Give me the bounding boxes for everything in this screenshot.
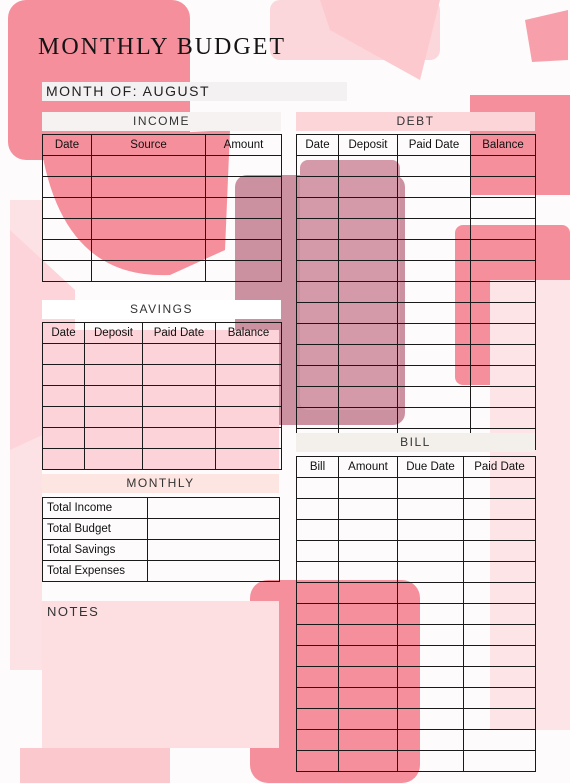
table-cell[interactable]	[398, 282, 471, 303]
table-cell[interactable]	[43, 156, 92, 177]
table-cell[interactable]	[339, 541, 398, 562]
table-row	[297, 387, 536, 408]
table-cell[interactable]	[297, 219, 339, 240]
table-cell[interactable]	[297, 646, 339, 667]
income-table	[42, 134, 282, 282]
table-cell[interactable]	[297, 520, 339, 541]
table-cell[interactable]	[43, 219, 92, 240]
table-cell[interactable]	[143, 365, 216, 386]
table-cell[interactable]	[398, 261, 471, 282]
table-row	[297, 562, 536, 583]
table-cell[interactable]	[297, 324, 339, 345]
table-cell[interactable]	[398, 387, 471, 408]
table-cell[interactable]	[398, 219, 471, 240]
table-cell[interactable]	[464, 520, 536, 541]
monthly-header: MONTHLY	[42, 474, 279, 493]
table-row	[297, 282, 536, 303]
table-row	[43, 498, 280, 519]
table-cell[interactable]	[297, 408, 339, 429]
table-cell[interactable]	[339, 499, 398, 520]
column-header: Date	[43, 135, 92, 156]
table-cell[interactable]	[206, 219, 282, 240]
table-cell[interactable]	[464, 604, 536, 625]
table-cell[interactable]	[92, 261, 206, 282]
table-cell[interactable]	[471, 177, 536, 198]
table-cell[interactable]	[339, 667, 398, 688]
table-cell[interactable]	[339, 478, 398, 499]
table-cell[interactable]	[43, 344, 85, 365]
table-cell[interactable]	[471, 324, 536, 345]
table-cell[interactable]	[339, 240, 398, 261]
table-cell[interactable]	[339, 282, 398, 303]
table-cell[interactable]	[85, 386, 143, 407]
table-cell[interactable]	[85, 428, 143, 449]
table-row	[297, 604, 536, 625]
table-row	[297, 688, 536, 709]
table-cell[interactable]	[297, 730, 339, 751]
table-cell[interactable]	[339, 730, 398, 751]
table-cell[interactable]	[398, 366, 471, 387]
table-row	[297, 303, 536, 324]
bg-shape	[20, 748, 170, 783]
table-cell[interactable]	[92, 198, 206, 219]
table-cell[interactable]	[43, 365, 85, 386]
column-header: Amount	[206, 135, 282, 156]
table-cell[interactable]	[297, 604, 339, 625]
table-cell[interactable]	[297, 366, 339, 387]
table-cell[interactable]	[471, 261, 536, 282]
column-header: Paid Date	[398, 135, 471, 156]
debt-header: DEBT	[296, 112, 535, 131]
table-row	[43, 344, 282, 365]
table-header-row	[43, 135, 282, 156]
summary-value[interactable]	[148, 540, 280, 561]
table-row	[43, 177, 282, 198]
savings-header: SAVINGS	[42, 300, 281, 319]
table-cell[interactable]	[398, 730, 464, 751]
table-cell[interactable]	[297, 261, 339, 282]
table-cell[interactable]	[297, 156, 339, 177]
column-header: Paid Date	[464, 457, 536, 478]
table-cell[interactable]	[339, 156, 398, 177]
table-cell[interactable]	[297, 583, 339, 604]
column-header: Due Date	[398, 457, 464, 478]
table-row	[43, 156, 282, 177]
table-header-row	[297, 457, 536, 478]
table-cell[interactable]	[92, 156, 206, 177]
income-header: INCOME	[42, 112, 281, 131]
table-cell[interactable]	[339, 646, 398, 667]
monthly-summary-table	[42, 497, 280, 582]
debt-table	[296, 134, 536, 450]
table-row	[297, 541, 536, 562]
table-cell[interactable]	[206, 240, 282, 261]
table-row	[297, 240, 536, 261]
column-header: Deposit	[85, 323, 143, 344]
table-row	[43, 198, 282, 219]
table-cell[interactable]	[216, 365, 282, 386]
table-row	[297, 198, 536, 219]
table-cell[interactable]	[398, 240, 471, 261]
savings-table	[42, 322, 282, 470]
column-header: Source	[92, 135, 206, 156]
table-cell[interactable]	[339, 198, 398, 219]
table-cell[interactable]	[471, 408, 536, 429]
table-cell[interactable]	[339, 303, 398, 324]
table-cell[interactable]	[297, 198, 339, 219]
table-cell[interactable]	[464, 751, 536, 772]
summary-value[interactable]	[148, 519, 280, 540]
table-cell[interactable]	[398, 408, 471, 429]
table-cell[interactable]	[339, 583, 398, 604]
table-cell[interactable]	[339, 562, 398, 583]
table-cell[interactable]	[297, 345, 339, 366]
table-cell[interactable]	[464, 499, 536, 520]
table-cell[interactable]	[297, 240, 339, 261]
table-cell[interactable]	[43, 386, 85, 407]
table-cell[interactable]	[297, 541, 339, 562]
table-cell[interactable]	[464, 709, 536, 730]
table-cell[interactable]	[339, 709, 398, 730]
table-row	[297, 219, 536, 240]
table-row	[43, 386, 282, 407]
table-cell[interactable]	[339, 366, 398, 387]
table-cell[interactable]	[143, 407, 216, 428]
table-cell[interactable]	[464, 646, 536, 667]
table-cell[interactable]	[43, 428, 85, 449]
table-cell[interactable]	[85, 365, 143, 386]
table-cell[interactable]	[297, 177, 339, 198]
table-cell[interactable]	[398, 709, 464, 730]
table-cell[interactable]	[339, 345, 398, 366]
table-cell[interactable]	[43, 240, 92, 261]
column-header: Balance	[216, 323, 282, 344]
table-cell[interactable]	[339, 520, 398, 541]
bill-table	[296, 456, 536, 772]
table-row	[297, 156, 536, 177]
table-cell[interactable]	[297, 303, 339, 324]
table-row	[297, 751, 536, 772]
table-cell[interactable]	[297, 625, 339, 646]
table-row	[297, 345, 536, 366]
table-cell[interactable]	[297, 499, 339, 520]
table-cell[interactable]	[297, 667, 339, 688]
page-title: MONTHLY BUDGET	[38, 34, 287, 60]
table-cell[interactable]	[339, 177, 398, 198]
table-cell[interactable]	[471, 303, 536, 324]
notes-box[interactable]	[42, 601, 279, 748]
table-cell[interactable]	[398, 583, 464, 604]
table-cell[interactable]	[297, 282, 339, 303]
table-cell[interactable]	[216, 344, 282, 365]
column-header: Paid Date	[143, 323, 216, 344]
table-cell[interactable]	[464, 625, 536, 646]
summary-value[interactable]	[148, 498, 280, 519]
table-cell[interactable]	[398, 324, 471, 345]
table-row	[297, 709, 536, 730]
table-cell[interactable]	[339, 387, 398, 408]
table-cell[interactable]	[398, 667, 464, 688]
table-cell[interactable]	[464, 562, 536, 583]
table-cell[interactable]	[464, 541, 536, 562]
table-cell[interactable]	[471, 198, 536, 219]
table-cell[interactable]	[143, 428, 216, 449]
table-cell[interactable]	[85, 449, 143, 470]
table-cell[interactable]	[398, 345, 471, 366]
table-cell[interactable]	[297, 688, 339, 709]
table-cell[interactable]	[143, 386, 216, 407]
table-row	[43, 407, 282, 428]
table-cell[interactable]	[471, 240, 536, 261]
table-cell[interactable]	[206, 156, 282, 177]
table-cell[interactable]	[398, 520, 464, 541]
table-cell[interactable]	[339, 688, 398, 709]
table-cell[interactable]	[143, 449, 216, 470]
table-row	[297, 520, 536, 541]
table-cell[interactable]	[398, 303, 471, 324]
column-header: Balance	[471, 135, 536, 156]
table-cell[interactable]	[471, 387, 536, 408]
table-cell[interactable]	[43, 407, 85, 428]
table-cell[interactable]	[339, 604, 398, 625]
table-cell[interactable]	[464, 688, 536, 709]
summary-label: Total Income	[43, 498, 148, 519]
table-row	[297, 366, 536, 387]
table-cell[interactable]	[398, 156, 471, 177]
table-cell[interactable]	[85, 407, 143, 428]
month-label: MONTH OF: AUGUST	[46, 83, 210, 99]
notes-header: NOTES	[47, 604, 100, 619]
summary-label: Total Savings	[43, 540, 148, 561]
table-cell[interactable]	[339, 625, 398, 646]
table-row	[43, 428, 282, 449]
table-row	[297, 730, 536, 751]
table-row	[297, 583, 536, 604]
table-cell[interactable]	[206, 261, 282, 282]
table-header-row	[43, 323, 282, 344]
table-row	[297, 408, 536, 429]
table-cell[interactable]	[398, 562, 464, 583]
table-cell[interactable]	[464, 730, 536, 751]
table-cell[interactable]	[398, 541, 464, 562]
table-row	[297, 261, 536, 282]
table-cell[interactable]	[297, 751, 339, 772]
column-header: Deposit	[339, 135, 398, 156]
column-header: Bill	[297, 457, 339, 478]
month-bar	[42, 82, 347, 101]
column-header: Date	[43, 323, 85, 344]
table-cell[interactable]	[297, 562, 339, 583]
table-row	[43, 261, 282, 282]
table-cell[interactable]	[216, 386, 282, 407]
table-cell[interactable]	[297, 387, 339, 408]
table-cell[interactable]	[471, 282, 536, 303]
summary-label: Total Expenses	[43, 561, 148, 582]
summary-value[interactable]	[148, 561, 280, 582]
table-header-row	[297, 135, 536, 156]
bg-shape	[525, 10, 568, 62]
table-cell[interactable]	[43, 177, 92, 198]
table-cell[interactable]	[471, 156, 536, 177]
table-cell[interactable]	[143, 344, 216, 365]
table-row	[297, 499, 536, 520]
table-row	[43, 540, 280, 561]
table-cell[interactable]	[398, 499, 464, 520]
table-cell[interactable]	[398, 688, 464, 709]
table-cell[interactable]	[43, 449, 85, 470]
table-cell[interactable]	[85, 344, 143, 365]
column-header: Amount	[339, 457, 398, 478]
table-row	[297, 324, 536, 345]
table-cell[interactable]	[398, 625, 464, 646]
table-cell[interactable]	[206, 198, 282, 219]
table-cell[interactable]	[206, 177, 282, 198]
table-row	[43, 240, 282, 261]
table-row	[43, 519, 280, 540]
table-cell[interactable]	[471, 366, 536, 387]
table-cell[interactable]	[297, 478, 339, 499]
table-cell[interactable]	[339, 408, 398, 429]
table-row	[297, 177, 536, 198]
table-row	[43, 449, 282, 470]
table-row	[297, 646, 536, 667]
table-cell[interactable]	[398, 646, 464, 667]
table-cell[interactable]	[216, 428, 282, 449]
table-cell[interactable]	[398, 604, 464, 625]
table-cell[interactable]	[464, 583, 536, 604]
table-cell[interactable]	[297, 709, 339, 730]
table-cell[interactable]	[471, 219, 536, 240]
table-cell[interactable]	[471, 345, 536, 366]
table-cell[interactable]	[464, 478, 536, 499]
table-cell[interactable]	[398, 198, 471, 219]
table-cell[interactable]	[339, 219, 398, 240]
table-row	[297, 625, 536, 646]
table-cell[interactable]	[216, 407, 282, 428]
table-cell[interactable]	[92, 177, 206, 198]
column-header: Date	[297, 135, 339, 156]
table-cell[interactable]	[398, 478, 464, 499]
bill-header: BILL	[296, 433, 535, 452]
summary-label: Total Budget	[43, 519, 148, 540]
table-cell[interactable]	[339, 324, 398, 345]
table-cell[interactable]	[398, 177, 471, 198]
table-cell[interactable]	[339, 261, 398, 282]
table-row	[297, 667, 536, 688]
table-cell[interactable]	[339, 751, 398, 772]
table-cell[interactable]	[92, 219, 206, 240]
table-row	[297, 478, 536, 499]
table-row	[43, 365, 282, 386]
table-cell[interactable]	[464, 667, 536, 688]
table-cell[interactable]	[43, 261, 92, 282]
table-cell[interactable]	[92, 240, 206, 261]
table-cell[interactable]	[216, 449, 282, 470]
table-row	[43, 561, 280, 582]
table-cell[interactable]	[398, 751, 464, 772]
table-cell[interactable]	[43, 198, 92, 219]
table-row	[43, 219, 282, 240]
